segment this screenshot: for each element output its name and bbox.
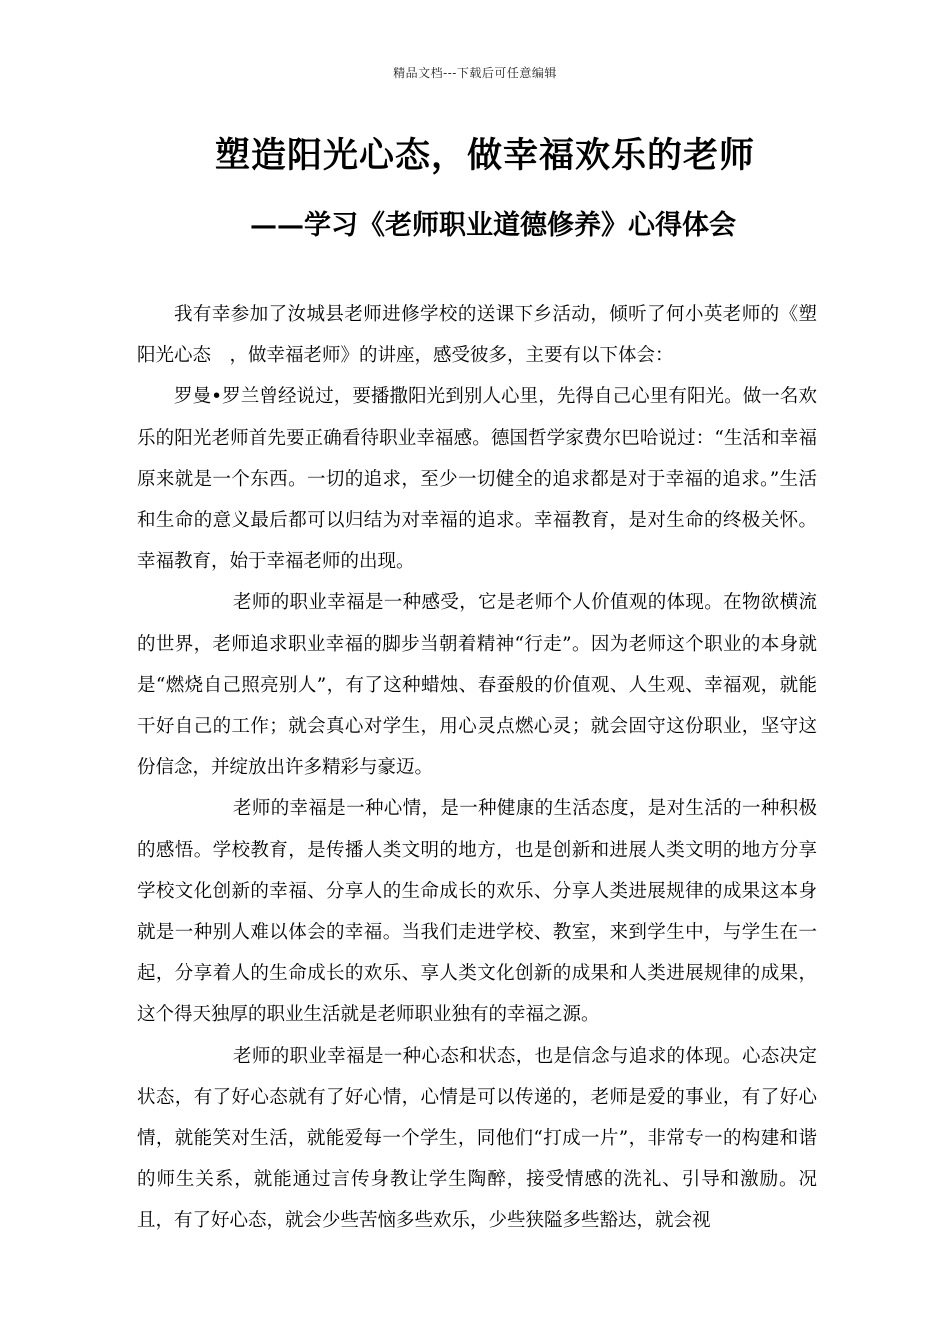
paragraph-happiness-mindset: 老师的职业幸福是一种心态和状态，也是信念与追求的体现。心态决定状态，有了好心态就有了好心情，心情是可以传递的，老师是爱的事业，有了好心情，就能笑对生活，就能爱每一个学生，同他们“打成一片”，非常专一的构建和谐的师生关系，就能通过言传身教让学生陶醉，接受情感的洗礼、引导和激励。况且，有了好心态，就会少些苦恼多些欢乐，少些狭隘多些豁达，就会视 bbox=[137, 1045, 817, 1232]
page-header: 精品文档---下载后可任意编辑 bbox=[393, 66, 557, 80]
paragraph-happiness-mood: 老师的幸福是一种心情，是一种健康的生活态度，是对生活的一种积极的感悟。学校教育，是传播人类文明的地方，也是创新和进展人类文明的地方分享学校文化创新的幸福、分享人的生命成长的欢乐、分享人类进展规律的成果这本身就是一种别人难以体会的幸福。当我们走进学校、教室，来到学生中，与学生在一起，分享着人的生命成长的欢乐、享人类文化创新的成果和人类进展规律的成果，这个得天独厚的职业生活就是老师职业独有的幸福之源。 bbox=[137, 798, 817, 1026]
document-title: 塑造阳光心态，做幸福欢乐的老师 bbox=[215, 135, 756, 176]
document-subtitle: ——学习《老师职业道德修养》心得体会 bbox=[250, 210, 736, 241]
paragraph-intro: 我有幸参加了汝城县老师进修学校的送课下乡活动，倾听了何小英老师的《塑阳光心态 ，做幸福老师》的讲座，感受彼多，主要有以下体会： bbox=[137, 304, 817, 367]
paragraph-happiness-feeling: 老师的职业幸福是一种感受，它是老师个人价值观的体现。在物欲横流的世界，老师追求职业幸福的脚步当朝着精神“行走”。因为老师这个职业的本身就是“燃烧自己照亮别人”，有了这种蜡烛、春蚕般的价值观、人生观、幸福观，就能干好自己的工作；就会真心对学生，用心灵点燃心灵；就会固守这份职业，坚守这份信念，并绽放出许多精彩与豪迈。 bbox=[137, 592, 817, 779]
document-body bbox=[137, 294, 817, 1242]
paragraph-romain-rolland: 罗曼•罗兰曾经说过，要播撒阳光到别人心里，先得自己心里有阳光。做一名欢乐的阳光老师首先要正确看待职业幸福感。德国哲学家费尔巴哈说过：“生活和幸福原来就是一个东西。一切的追求，至少一切健全的追求都是对于幸福的追求。”生活和生命的意义最后都可以归结为对幸福的追求。幸福教育，是对生命的终极关怀。幸福教育，始于幸福老师的出现。 bbox=[137, 386, 817, 573]
